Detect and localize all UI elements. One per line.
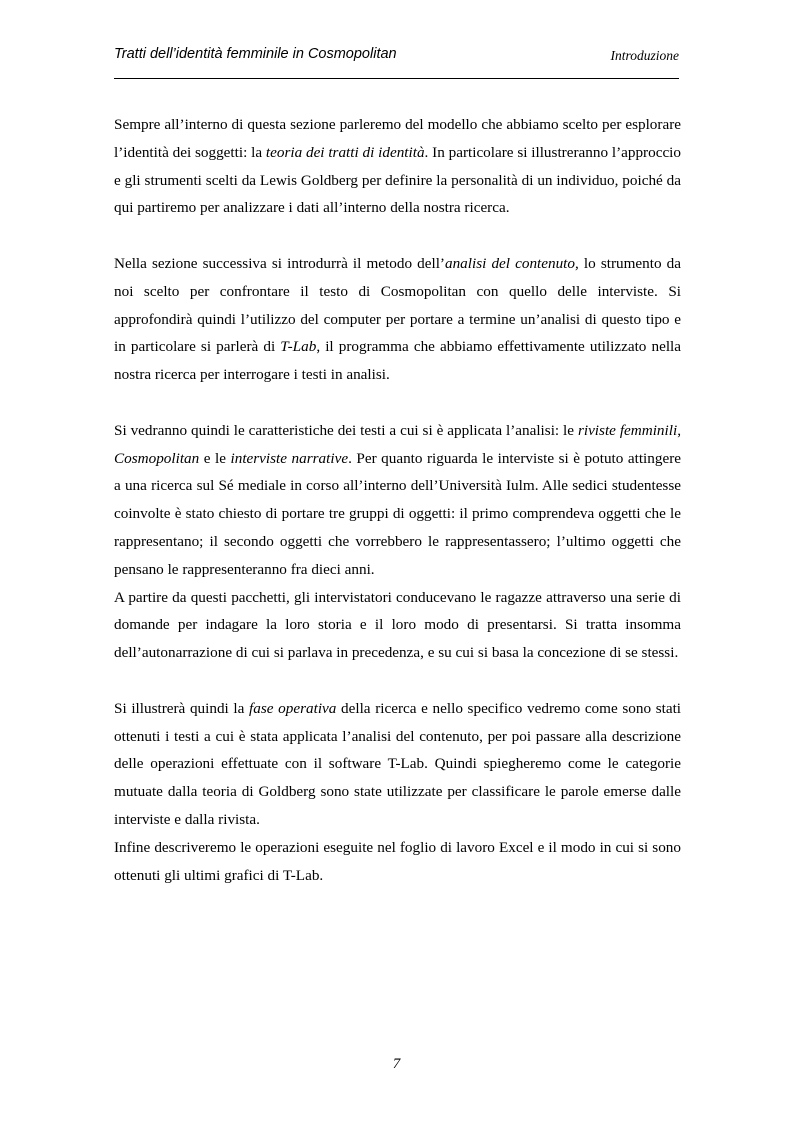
running-header bbox=[114, 38, 679, 79]
header-section: Introduzione bbox=[610, 48, 679, 63]
body-text bbox=[114, 111, 681, 889]
paragraph-2: Nella sezione successiva si introdurrà il metodo dell’analisi del contenuto, lo strumento da noi scelto per confrontare il testo di Cosmopolitan con quello delle interviste. Si approfondirà quindi l’utilizzo del computer per portare a termine un’analisi di questo tipo e in particolare si parlerà di T-Lab, il programma che abbiamo effettivamente utilizzato nella nostra ricerca per interrogare i testi in analisi. bbox=[114, 254, 682, 384]
paragraph-4: A partire da questi pacchetti, gli intervistatori conducevano le ragazze attraverso una serie di domande per indagare la loro storia e il loro modo di presentarsi. Si tratta insomma dell’autonarrazione di cui si parlava in precedenza, e su cui si basa la concezione di se stessi. bbox=[114, 588, 681, 662]
header-title: Tratti dell’identità femminile in Cosmopolitan bbox=[114, 46, 397, 62]
paragraph-5: Si illustrerà quindi la fase operativa della ricerca e nello specifico vedremo come sono stati ottenuti i testi a cui è stata applicata l’analisi del contenuto, per poi passare alla descrizione delle operazioni effettuate con il software T-Lab. Quindi spiegheremo come le categorie mutuate dalla teoria di Goldberg sono state utilizzate per classificare le parole emerse dalle interviste e dalla rivista. bbox=[114, 699, 682, 828]
paragraph-6: Infine descriveremo le operazioni eseguite nel foglio di lavoro Excel e il modo in cui si sono ottenuti gli ultimi grafici di T-Lab. bbox=[114, 838, 681, 884]
paragraph-1: Sempre all’interno di questa sezione parleremo del modello che abbiamo scelto per esplorare l’identità dei soggetti: la teoria dei tratti di identità. In particolare si illustreranno l’approccio e gli strumenti scelti da Lewis Goldberg per definire la personalità di un individuo, poiché da qui partiremo per analizzare i dati all’interno della nostra ricerca. bbox=[114, 116, 681, 217]
page-number: 7 bbox=[392, 1056, 401, 1072]
paragraph-3: Si vedranno quindi le caratteristiche dei testi a cui si è applicata l’analisi: le riviste femminili, Cosmopolitan e le interviste narrative. Per quanto riguarda le interviste si è potuto attingere a una ricerca sul Sé mediale in corso all’interno dell’Università Iulm. Alle sedici studentesse coinvolte è stato chiesto di portare tre gruppi di oggetti: il primo comprendeva oggetti che le rappresentano; il secondo oggetti che vorrebbero le rappresentassero; l’ultimo oggetti che pensano le rappresenteranno fra dieci anni. bbox=[114, 421, 681, 578]
